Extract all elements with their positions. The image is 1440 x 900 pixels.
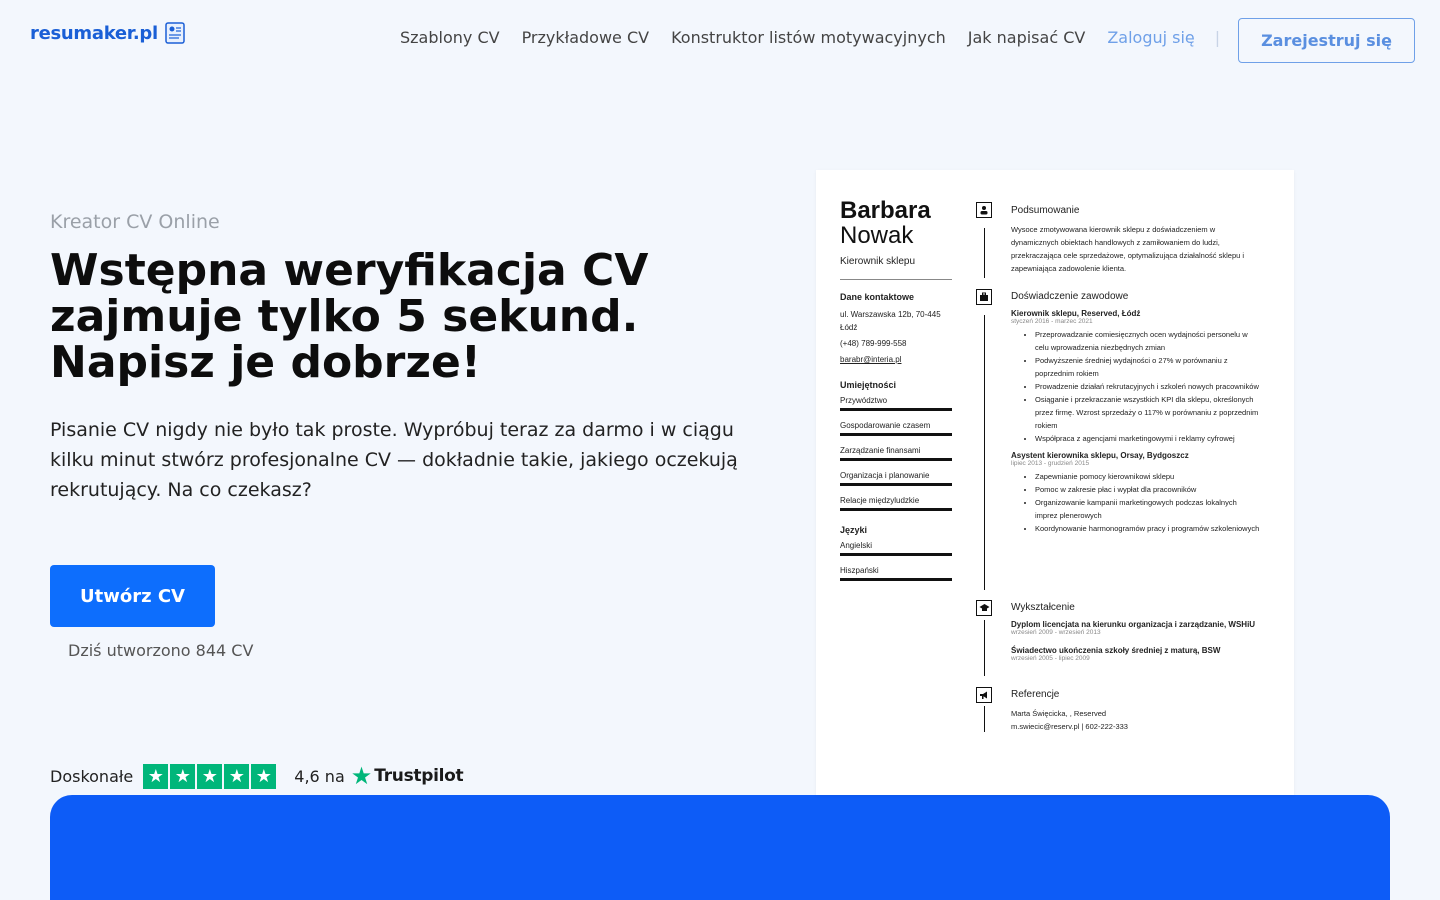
cv-education-date: wrzesień 2009 - wrzesień 2013	[1011, 629, 1101, 636]
star-icon: ★	[224, 764, 249, 789]
cv-skill: Zarządzanie finansami	[840, 446, 921, 455]
cv-email: barabr@interia.pl	[840, 355, 902, 364]
cv-skill: Organizacja i planowanie	[840, 471, 930, 480]
cv-education	[1011, 602, 1261, 665]
logo-text: resumaker.pl	[30, 22, 158, 44]
cv-bullet: • Prowadzenie działań rekrutacyjnych i szkoleń nowych pracowników	[1035, 380, 1261, 393]
skill-bar	[840, 408, 952, 411]
cv-summary-title: Podsumowanie	[1011, 205, 1080, 216]
cv-bullet: • Pomoc w zakresie płac i wypłat dla pracowników	[1035, 483, 1261, 496]
skill-bar	[840, 508, 952, 511]
cv-contact-title: Dane kontaktowe	[840, 292, 915, 302]
hero-headline: Wstępna weryfikacja CV zajmuje tylko 5 sekund. Napisz je dobrze!	[50, 245, 649, 388]
cv-education-date: wrzesień 2005 - lipiec 2009	[1011, 655, 1090, 662]
cv-bullet: • Koordynowanie harmonogramów pracy i programów szkoleniowych	[1035, 522, 1261, 535]
star-icon: ★	[143, 764, 168, 789]
nav-cover-letter[interactable]: Konstruktor listów motywacyjnych	[671, 28, 946, 47]
cv-job-bullets	[1011, 328, 1261, 445]
cv-summary	[1011, 205, 1261, 275]
cv-contact	[840, 292, 952, 366]
cv-bullet: • Współpraca z agencjami marketingowymi i reklamy cyfrowej	[1035, 432, 1261, 445]
cv-preview	[816, 170, 1294, 795]
star-icon: ★	[197, 764, 222, 789]
cv-skill: Gospodarowanie czasem	[840, 421, 931, 430]
cv-bullet: • Osiąganie i przekraczanie wszystkich KPI dla sklepu, określonych przez firmę. Wzrost sprzedaży o 117% w porównaniu z poprzednim rokiem	[1035, 393, 1261, 432]
cv-divider	[840, 279, 952, 280]
login-link[interactable]: Zaloguj się	[1107, 28, 1195, 47]
cv-skill: Relacje międzyludzkie	[840, 496, 920, 505]
rating-stars	[143, 764, 278, 789]
create-cv-button[interactable]: Utwórz CV	[50, 565, 215, 627]
cv-counter: Dziś utworzono 844 CV	[68, 641, 254, 660]
nav-templates[interactable]: Szablony CV	[400, 28, 500, 47]
cv-bullet: • Podwyższenie średniej wydajności o 27% w porównaniu z poprzednim rokiem	[1035, 354, 1261, 380]
cv-language: Angielski	[840, 541, 873, 550]
timeline-line	[984, 620, 985, 676]
person-icon	[976, 202, 992, 218]
cv-bullet: • Organizowanie kampanii marketingowych podczas lokalnych imprez plenerowych	[1035, 496, 1261, 522]
main-nav	[400, 28, 1242, 47]
briefcase-icon	[976, 289, 992, 305]
rating-label: Doskonałe	[50, 766, 134, 786]
cv-sidebar	[840, 198, 952, 595]
hero-eyebrow: Kreator CV Online	[50, 211, 220, 233]
cv-bullet: • Zapewnianie pomocy kierownikowi sklepu	[1035, 470, 1261, 483]
cv-phone: (+48) 789-999-558	[840, 339, 907, 348]
language-bar	[840, 578, 952, 581]
trustpilot-star-icon: ★	[350, 762, 373, 790]
cv-role: Kierownik sklepu	[840, 256, 916, 267]
skill-bar	[840, 433, 952, 436]
cv-bullet: • Przeprowadzanie comiesięcznych ocen wydajności personelu w celu wprowadzenia niezbędnych zmian	[1035, 328, 1261, 354]
cv-first-name: Barbara	[840, 197, 931, 224]
cv-job-bullets	[1011, 470, 1261, 535]
cv-job-title: Kierownik sklepu, Reserved, Łódź	[1011, 309, 1141, 318]
cv-references	[1011, 689, 1261, 733]
logo[interactable]	[30, 20, 188, 46]
cv-education-title-item: Dyplom licencjata na kierunku organizacja i zarządzanie, WSHiU	[1011, 620, 1256, 629]
cv-languages	[840, 525, 952, 581]
cv-languages-title: Języki	[840, 525, 868, 535]
cv-experience-title: Doświadczenie zawodowe	[1011, 291, 1129, 302]
cv-job-title: Asystent kierownika sklepu, Orsay, Bydgoszcz	[1011, 451, 1189, 460]
language-bar	[840, 553, 952, 556]
timeline-line	[984, 706, 985, 732]
cv-summary-text: Wysoce zmotywowana kierownik sklepu z doświadczeniem w dynamicznych obiektach handlowych z zamiłowaniem do ludzi, przekraczająca cele sprzedażowe, optymalizująca działalność sklepu i zapewniająca zadowolenie klienta.	[1011, 225, 1245, 273]
star-icon: ★	[251, 764, 276, 789]
cv-experience	[1011, 291, 1261, 535]
cv-references-title: Referencje	[1011, 689, 1060, 700]
cv-skills	[840, 380, 952, 511]
skill-bar	[840, 483, 952, 486]
cv-language: Hiszpański	[840, 566, 879, 575]
cv-job-date: lipiec 2013 - grudzień 2015	[1011, 460, 1090, 467]
cv-skills-title: Umiejętności	[840, 380, 897, 390]
cv-skill: Przywództwo	[840, 396, 888, 405]
skill-bar	[840, 458, 952, 461]
cv-job-date: styczeń 2016 - marzec 2021	[1011, 318, 1093, 325]
cv-reference-name: Marta Święcicka, , Reserved	[1011, 709, 1107, 718]
timeline-line	[984, 315, 985, 590]
rating-score: 4,6 na	[294, 766, 345, 786]
nav-examples[interactable]: Przykładowe CV	[521, 28, 650, 47]
timeline-line	[984, 228, 985, 278]
cv-reference-contact: m.swiecic@reserv.pl | 602-222-333	[1011, 722, 1128, 731]
trustpilot-rating[interactable]	[50, 762, 463, 790]
trustpilot-wordmark: Trustpilot	[374, 766, 464, 786]
resume-logo-icon	[162, 20, 188, 46]
cv-address: ul. Warszawska 12b, 70-445 Łódź	[840, 310, 941, 332]
nav-how-to-write[interactable]: Jak napisać CV	[967, 28, 1086, 47]
cv-education-title-item: Świadectwo ukończenia szkoły średniej z maturą, BSW	[1011, 646, 1221, 655]
hero-lead: Pisanie CV nigdy nie było tak proste. Wypróbuj teraz za darmo i w ciągu kilku minut stwórz profesjonalne CV — dokładnie takie, jakiego oczekują rekrutujący. Na co czekasz?	[50, 419, 738, 501]
graduation-cap-icon	[976, 600, 992, 616]
nav-separator: |	[1214, 28, 1221, 47]
register-button[interactable]: Zarejestruj się	[1238, 18, 1415, 63]
blue-feature-panel	[50, 795, 1390, 900]
cv-last-name: Nowak	[840, 222, 914, 249]
cv-education-title: Wykształcenie	[1011, 602, 1075, 613]
megaphone-icon	[976, 687, 992, 703]
star-icon: ★	[170, 764, 195, 789]
